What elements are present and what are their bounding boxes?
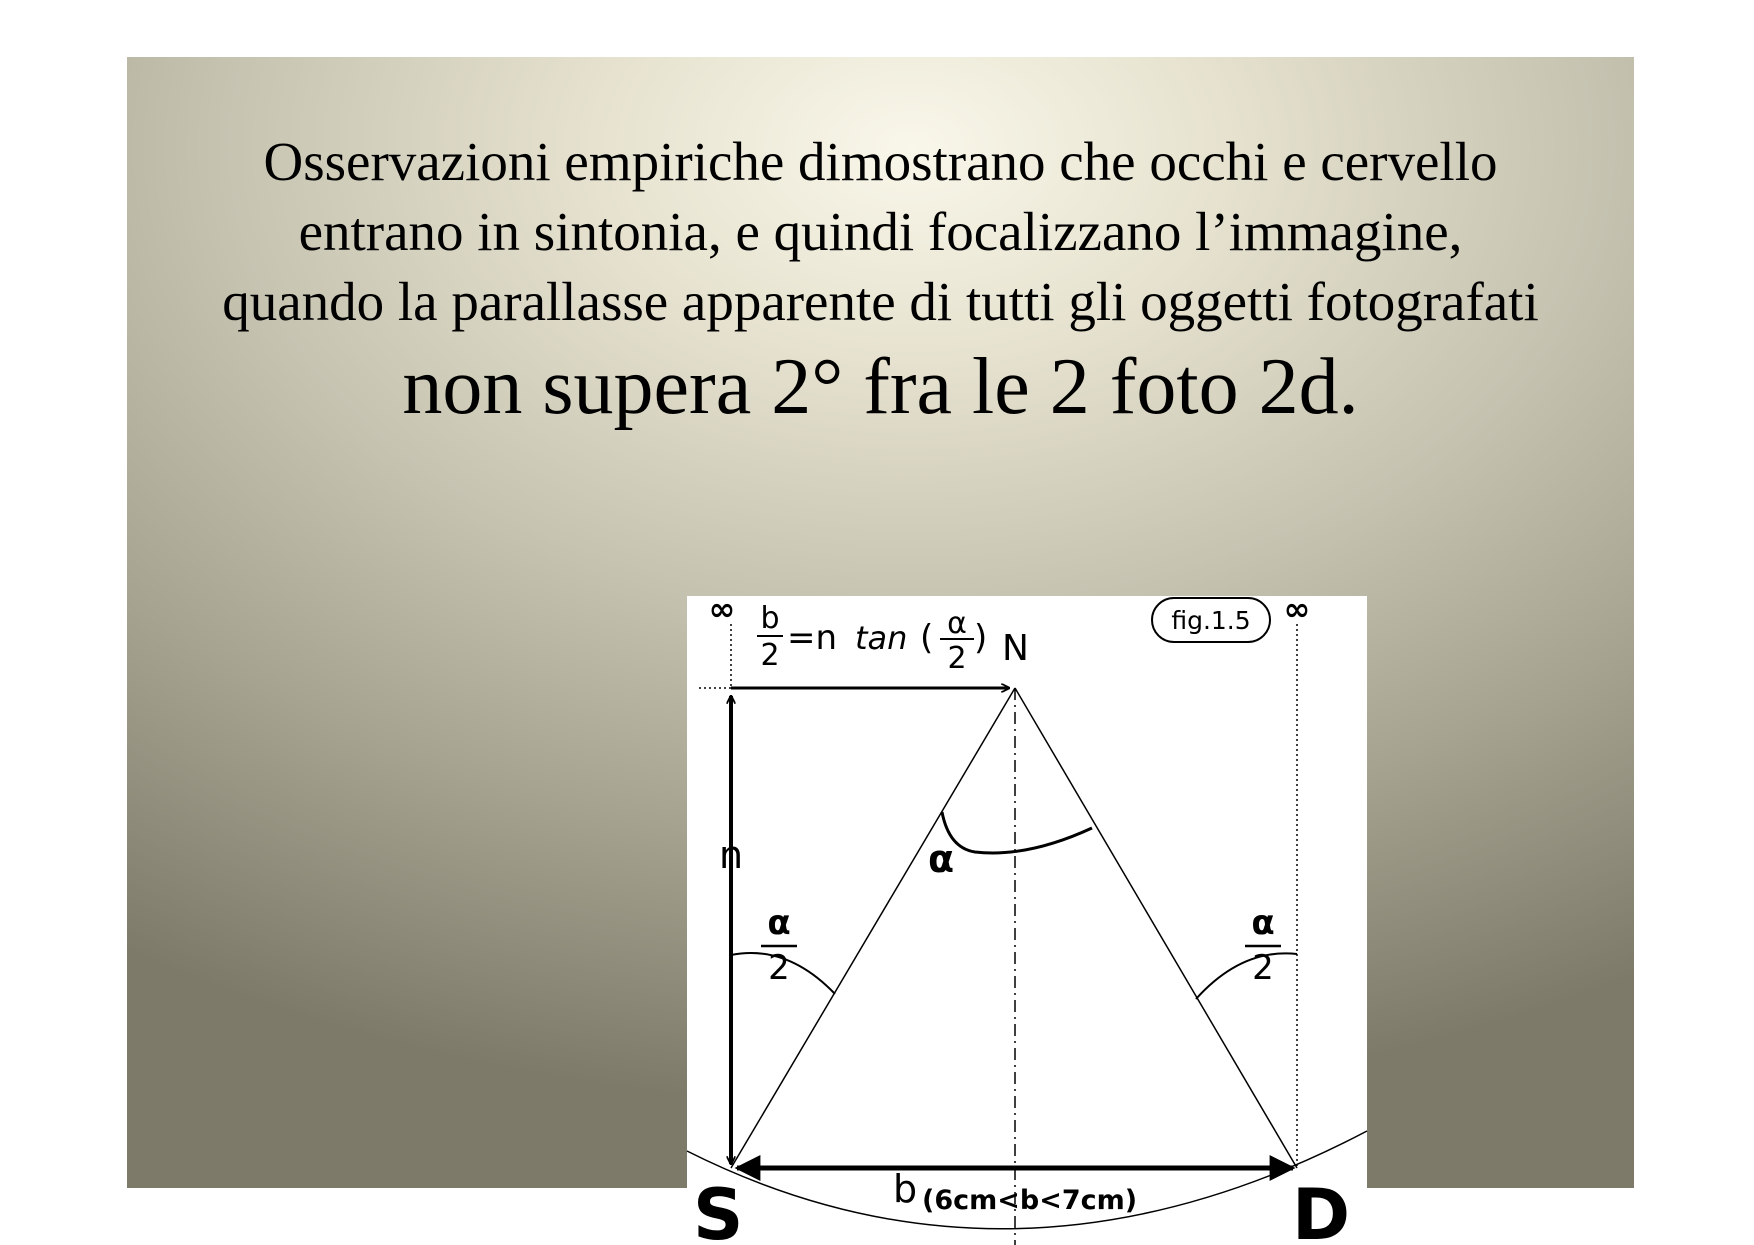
formula-alpha-denominator: 2 [947,641,967,676]
formula-paren-open: ( [920,618,934,658]
formula-b: b [760,601,780,636]
right-half-angle-denominator: 2 [1252,948,1274,988]
formula-b-denominator: 2 [760,638,780,673]
b-range-label: (6cm<b<7cm) [922,1185,1138,1216]
point-s-label: S [693,1174,744,1245]
right-half-angle-numerator: α [1251,903,1275,943]
left-half-angle-denominator: 2 [768,948,790,988]
headline-line-3: quando la parallasse apparente di tutti gli oggetti fotografati [222,271,1539,332]
formula-equals-n: =n [787,618,838,658]
right-half-angle-arc [1196,953,1297,999]
formula-alpha-numerator: α [947,606,967,641]
fig-tag-label: fig.1.5 [1171,606,1251,635]
headline-line-2: entrano in sintonia, e quindi focalizzano l’immagine, [298,201,1463,262]
side-n-label: n [719,833,744,877]
infinity-left-symbol: ∞ [708,590,736,628]
formula-tan: tan [855,619,908,657]
alpha-angle-label: α [927,837,955,881]
headline [127,127,1634,435]
point-d-label: D [1292,1174,1351,1245]
infinity-right-symbol: ∞ [1283,590,1311,628]
parallax-figure [687,590,1367,1245]
slide [127,57,1634,1245]
formula-paren-close: ) [974,618,988,658]
parallax-diagram [687,590,1367,1245]
point-n-label: N [1002,628,1029,669]
headline-emphasis: non supera 2° fra le 2 foto 2d. [402,343,1359,431]
alpha-arc [942,812,1092,853]
headline-line-1: Osservazioni empiriche dimostrano che occhi e cervello [263,131,1498,192]
side-b-label: b [893,1167,918,1211]
left-half-angle-numerator: α [767,903,791,943]
